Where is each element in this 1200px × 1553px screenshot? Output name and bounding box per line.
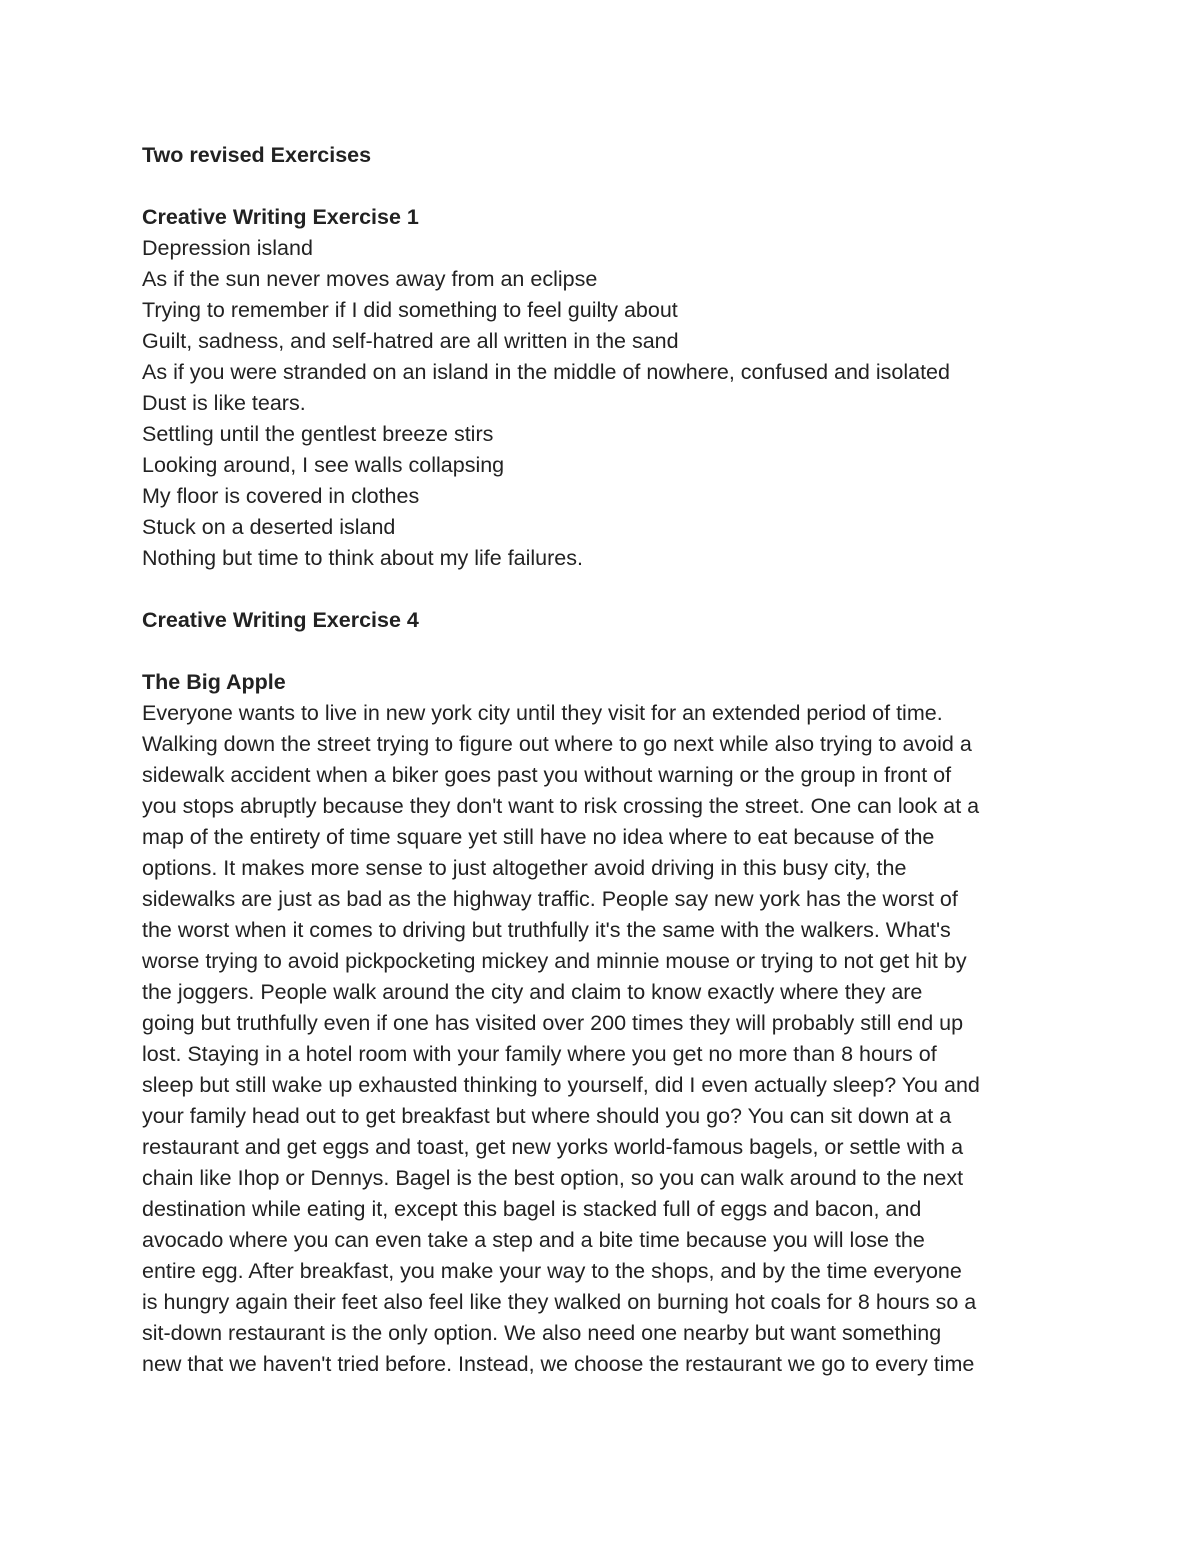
prose-line: your family head out to get breakfast but where should you go? You can sit down at a [142,1104,952,1128]
poem-line: As if the sun never moves away from an eclipse [142,267,598,291]
prose-line: sleep but still wake up exhausted thinking to yourself, did I even actually sleep? You and [142,1073,980,1097]
prose-line: destination while eating it, except this bagel is stacked full of eggs and bacon, and [142,1197,922,1221]
prose-line: the worst when it comes to driving but truthfully it's the same with the walkers. What's [142,918,951,942]
spacer [142,171,1067,202]
prose-line: new that we haven't tried before. Instead, we choose the restaurant we go to every time [142,1352,975,1376]
poem-line: Stuck on a deserted island [142,515,396,539]
prose-line: worse trying to avoid pickpocketing mickey and minnie mouse or trying to not get hit by [142,949,967,973]
exercise-1-section [142,202,1067,574]
poem-line: Guilt, sadness, and self-hatred are all written in the sand [142,329,679,353]
prose-line: sidewalks are just as bad as the highway traffic. People say new york has the worst of [142,887,958,911]
prose-line: restaurant and get eggs and toast, get new yorks world-famous bagels, or settle with a [142,1135,964,1159]
poem-line: Trying to remember if I did something to feel guilty about [142,298,678,322]
exercise-1-poem [142,233,1067,574]
prose-line: avocado where you can even take a step and a bite time because you will lose the [142,1228,925,1252]
document-page [142,140,1067,1380]
prose-line: is hungry again their feet also feel like they walked on burning hot coals for 8 hours so a [142,1290,977,1314]
poem-line: My floor is covered in clothes [142,484,420,508]
prose-line: you stops abruptly because they don't want to risk crossing the street. One can look at a [142,794,980,818]
prose-line: entire egg. After breakfast, you make your way to the shops, and by the time everyone [142,1259,962,1283]
poem-line: Dust is like tears. [142,391,306,415]
exercise-4-section [142,605,1067,1380]
poem-line: Nothing but time to think about my life failures. [142,546,583,570]
exercise-1-heading: Creative Writing Exercise 1 [142,205,419,229]
prose-line: lost. Staying in a hotel room with your family where you get no more than 8 hours of [142,1042,937,1066]
prose-line: Everyone wants to live in new york city until they visit for an extended period of time. [142,701,943,725]
exercise-4-heading: Creative Writing Exercise 4 [142,608,419,632]
spacer [142,574,1067,605]
spacer [142,636,1067,667]
exercise-4-subtitle: The Big Apple [142,670,286,694]
poem-line: Depression island [142,236,313,260]
poem-line: As if you were stranded on an island in the middle of nowhere, confused and isolated [142,360,950,384]
exercise-4-prose [142,698,1067,1380]
prose-line: going but truthfully even if one has visited over 200 times they will probably still end up [142,1011,964,1035]
document-title: Two revised Exercises [142,143,372,167]
poem-line: Settling until the gentlest breeze stirs [142,422,494,446]
prose-line: Walking down the street trying to figure out where to go next while also trying to avoid a [142,732,972,756]
prose-line: chain like Ihop or Dennys. Bagel is the best option, so you can walk around to the next [142,1166,964,1190]
prose-line: sidewalk accident when a biker goes past you without warning or the group in front of [142,763,952,787]
prose-line: sit-down restaurant is the only option. We also need one nearby but want something [142,1321,942,1345]
poem-line: Looking around, I see walls collapsing [142,453,505,477]
prose-line: options. It makes more sense to just altogether avoid driving in this busy city, the [142,856,907,880]
prose-line: map of the entirety of time square yet still have no idea where to eat because of the [142,825,935,849]
prose-line: the joggers. People walk around the city and claim to know exactly where they are [142,980,923,1004]
